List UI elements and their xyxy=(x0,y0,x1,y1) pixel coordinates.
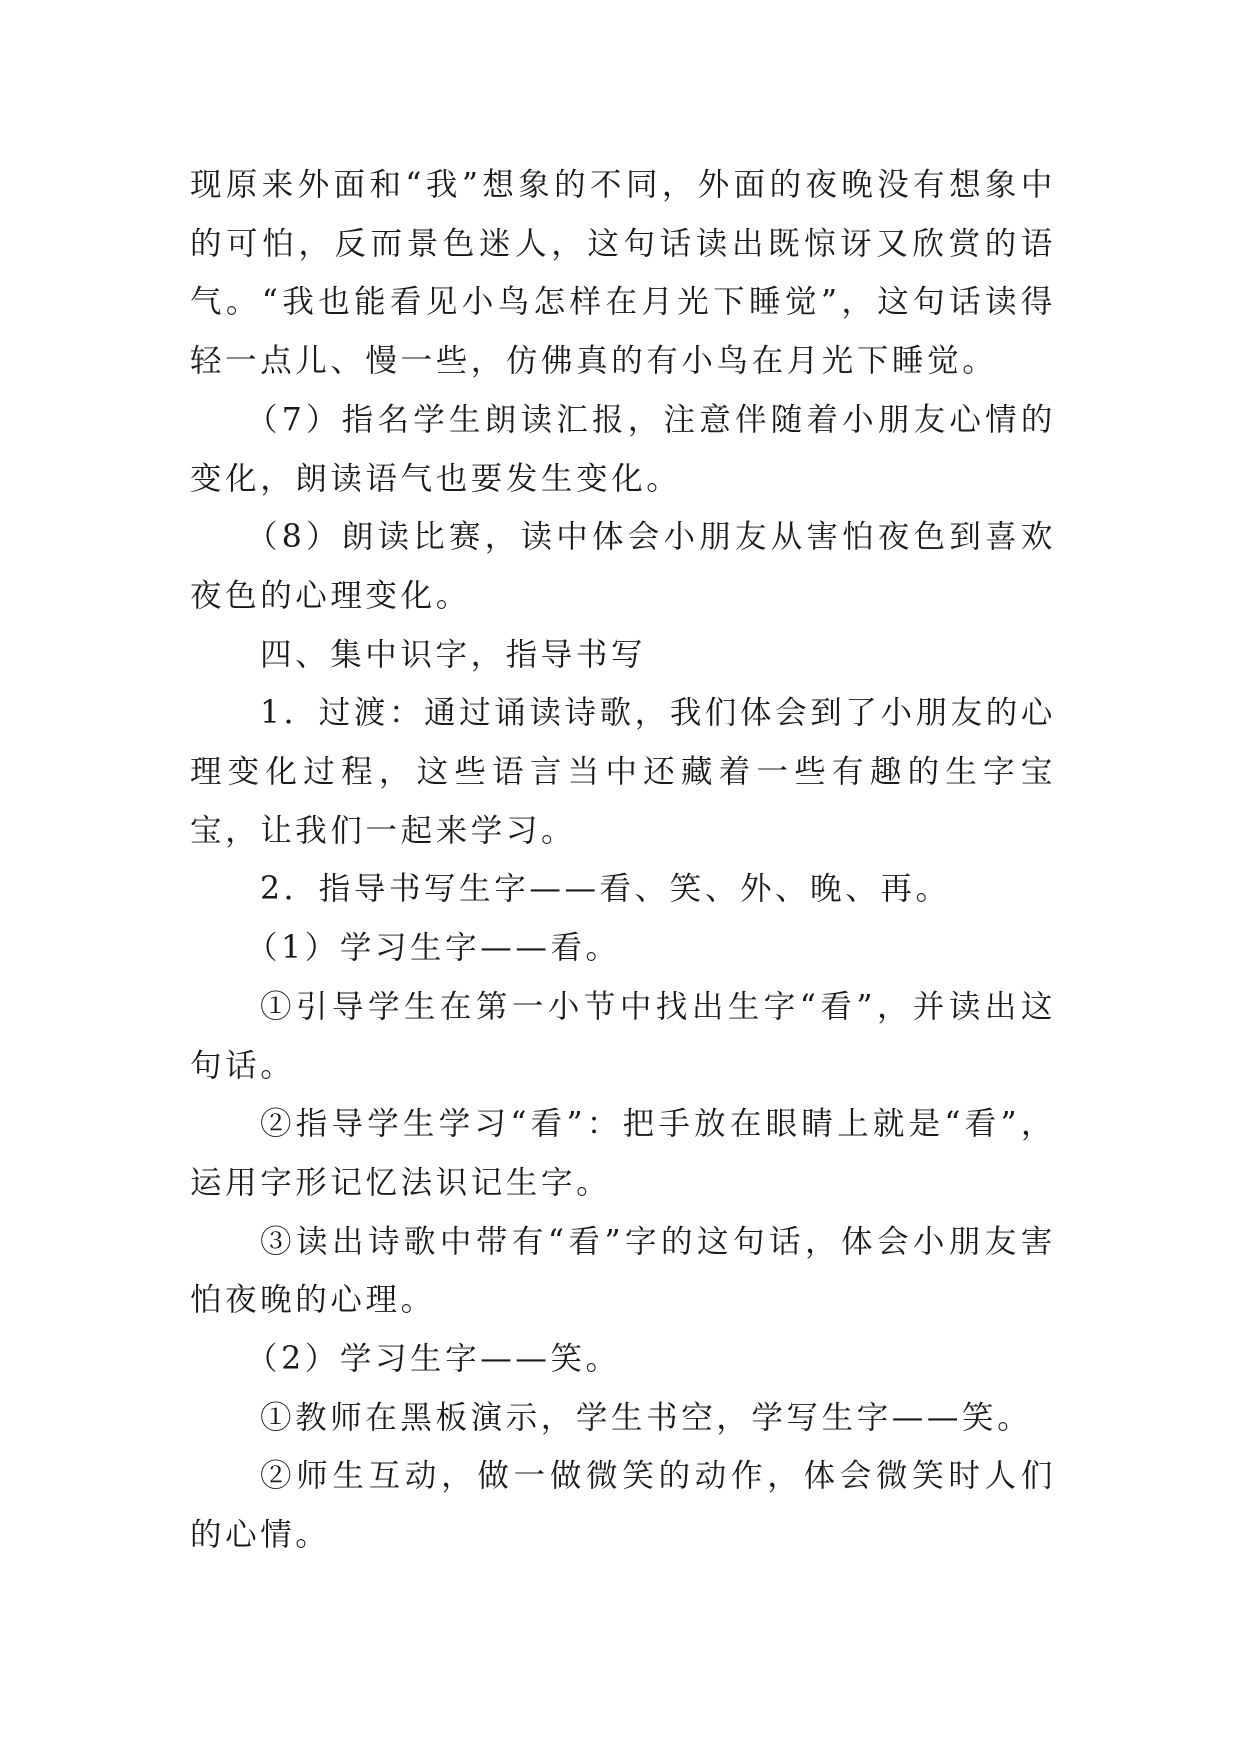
paragraph-point-2a: ①教师在黑板演示，学生书空，学写生字——笑。 xyxy=(260,1399,1033,1436)
paragraph-step-7: （7）指名学生朗读汇报，注意伴随着小朋友心情的变化，朗读语气也要发生变化。 xyxy=(190,401,1056,497)
paragraph-sub-1: （1）学习生字——看。 xyxy=(246,930,621,967)
paragraph-item-2: 2．指导书写生字——看、笑、外、晚、再。 xyxy=(260,871,951,908)
paragraph-sub-2: （2）学习生字——笑。 xyxy=(246,1341,621,1378)
document-page xyxy=(190,156,1056,1565)
paragraph-point-1b: ②指导学生学习“看”：把手放在眼睛上就是“看”，运用字形记忆法识记生字。 xyxy=(190,1106,1056,1201)
paragraph-step-8: （8）朗读比赛，读中体会小朋友从害怕夜色到喜欢夜色的心理变化。 xyxy=(190,519,1056,614)
paragraph-point-1a: ①引导学生在第一小节中找出生字“看”，并读出这句话。 xyxy=(190,988,1056,1084)
paragraph-item-1: 1．过渡：通过诵读诗歌，我们体会到了小朋友的心理变化过程，这些语言当中还藏着一些有趣的生字宝宝，让我们一起来学习。 xyxy=(190,695,1056,849)
paragraph-point-2b: ②师生互动，做一做微笑的动作，体会微笑时人们的心情。 xyxy=(190,1458,1056,1554)
paragraph-continuation: 现原来外面和“我”想象的不同，外面的夜晚没有想象中的可怕，反而景色迷人，这句话读出既惊讶又欣赏的语气。“我也能看见小鸟怎样在月光下睡觉”，这句话读得轻一点儿、慢一些，仿佛真的有小鸟在月光下睡觉。 xyxy=(190,167,1056,380)
paragraph-point-1c: ③读出诗歌中带有“看”字的这句话，体会小朋友害怕夜晚的心理。 xyxy=(190,1223,1056,1319)
section-heading: 四、集中识字，指导书写 xyxy=(260,636,647,673)
